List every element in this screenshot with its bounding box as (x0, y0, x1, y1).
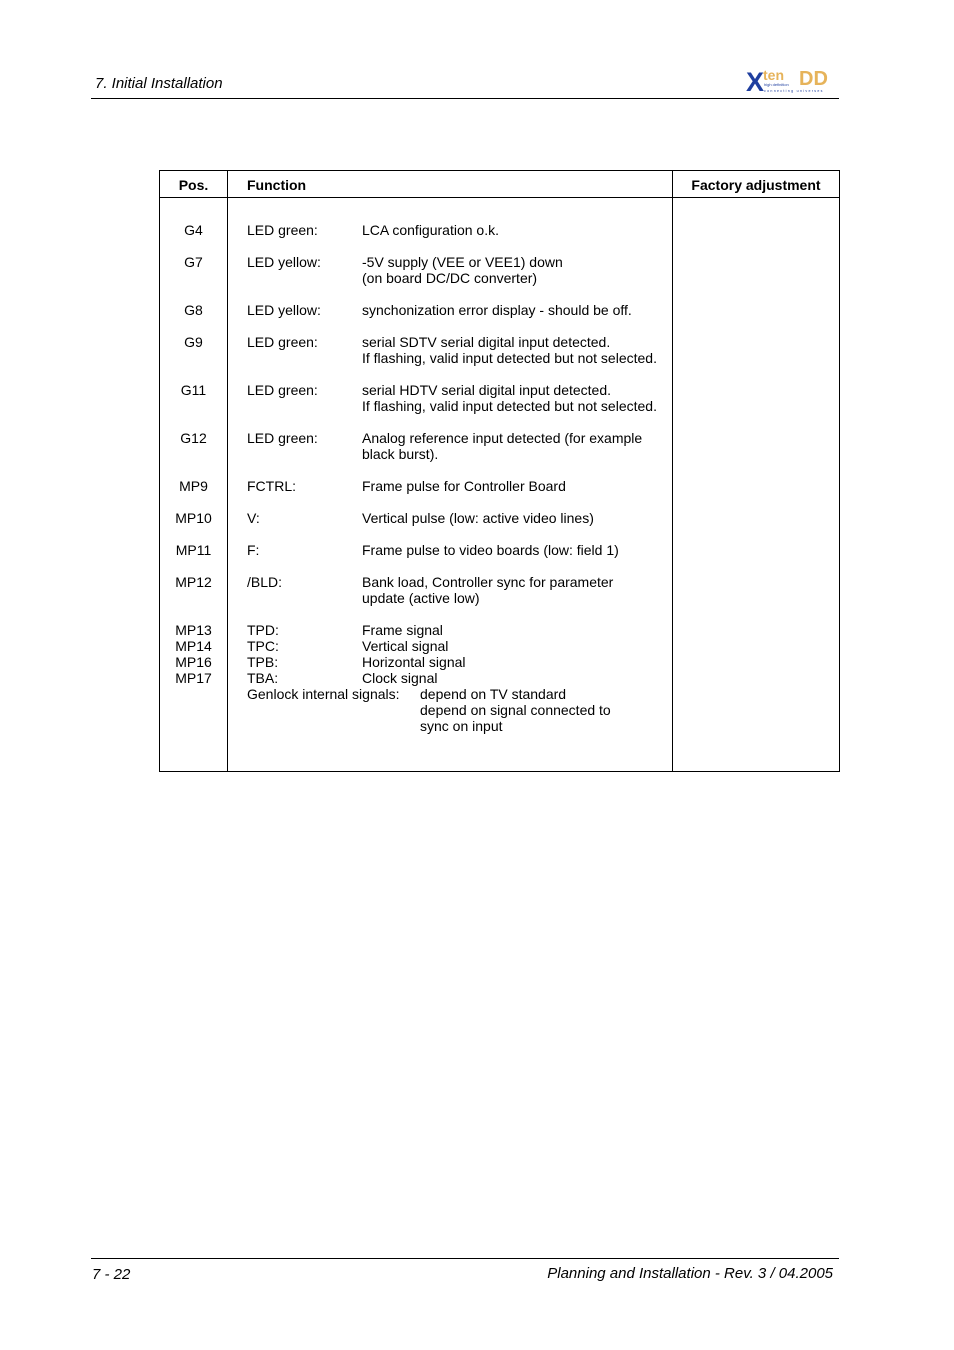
row-label: LED yellow: (247, 254, 321, 270)
row-desc: Vertical pulse (low: active video lines) (362, 510, 594, 526)
group-desc: Frame signal (362, 622, 443, 638)
genlock-desc: sync on input (420, 718, 503, 734)
row-desc: synchonization error display - should be off. (362, 302, 632, 318)
group-pos: MP13 (175, 622, 212, 638)
group-label: TPB: (247, 654, 279, 670)
row-pos: G7 (184, 254, 203, 270)
row-desc: (on board DC/DC converter) (362, 270, 538, 286)
row-desc: Analog reference input detected (for example (362, 430, 643, 446)
row-desc: serial HDTV serial digital input detected. (362, 382, 612, 398)
column-header-pos: Pos. (178, 177, 209, 193)
group-label: TPD: (247, 622, 279, 638)
column-divider-factory (672, 171, 673, 771)
row-desc: LCA configuration o.k. (362, 222, 499, 238)
row-label: LED green: (247, 430, 318, 446)
header-section-title: 7. Initial Installation (95, 75, 223, 92)
column-header-factory: Factory adjustment (691, 177, 821, 193)
row-label: /BLD: (247, 574, 283, 590)
group-pos: MP17 (175, 670, 212, 686)
group-pos: MP16 (175, 654, 212, 670)
row-desc: If flashing, valid input detected but not selected. (362, 398, 657, 414)
row-label: F: (247, 542, 260, 558)
row-desc: -5V supply (VEE or VEE1) down (362, 254, 563, 270)
row-desc: black burst). (362, 446, 439, 462)
row-pos: G11 (180, 382, 207, 398)
logo-x: X (746, 67, 765, 96)
footer-document-title: Planning and Installation - Rev. 3 / 04.2005 (547, 1265, 833, 1282)
row-pos: MP11 (175, 542, 212, 558)
column-divider-pos (227, 171, 228, 771)
page-number: 7 - 22 (92, 1266, 131, 1283)
group-desc: Clock signal (362, 670, 438, 686)
group-desc: Horizontal signal (362, 654, 466, 670)
header-rule-table (160, 197, 839, 198)
genlock-desc: depend on signal connected to (420, 702, 611, 718)
logo-tagline: high definition (764, 82, 789, 87)
row-desc: Bank load, Controller sync for parameter (362, 574, 614, 590)
row-label: FCTRL: (247, 478, 296, 494)
header-rule (91, 98, 839, 99)
row-desc: If flashing, valid input detected but not selected. (362, 350, 657, 366)
xten-dd-logo (746, 66, 838, 96)
row-pos: G4 (184, 222, 203, 238)
genlock-label: Genlock internal signals: (247, 686, 400, 702)
row-pos: G8 (184, 302, 203, 318)
row-desc: serial SDTV serial digital input detected. (362, 334, 611, 350)
footer-rule (91, 1258, 839, 1259)
logo-strapline: connecting universes (764, 89, 824, 93)
column-header-function: Function (247, 177, 307, 193)
row-pos: G12 (180, 430, 207, 446)
row-desc: update (active low) (362, 590, 480, 606)
row-label: LED yellow: (247, 302, 321, 318)
row-pos: MP9 (179, 478, 208, 494)
group-desc: Vertical signal (362, 638, 449, 654)
row-pos: MP12 (175, 574, 212, 590)
row-label: LED green: (247, 382, 318, 398)
row-desc: Frame pulse for Controller Board (362, 478, 566, 494)
group-pos: MP14 (175, 638, 212, 654)
genlock-desc: depend on TV standard (420, 686, 567, 702)
row-desc: Frame pulse to video boards (low: field 1) (362, 542, 619, 558)
row-label: V: (247, 510, 260, 526)
logo-dd: DD (799, 68, 828, 90)
logo-ten: ten (763, 67, 784, 83)
row-label: LED green: (247, 334, 318, 350)
board-indicator-table (159, 170, 840, 772)
group-label: TBA: (247, 670, 279, 686)
row-pos: G9 (184, 334, 203, 350)
group-label: TPC: (247, 638, 279, 654)
row-label: LED green: (247, 222, 318, 238)
row-pos: MP10 (175, 510, 212, 526)
